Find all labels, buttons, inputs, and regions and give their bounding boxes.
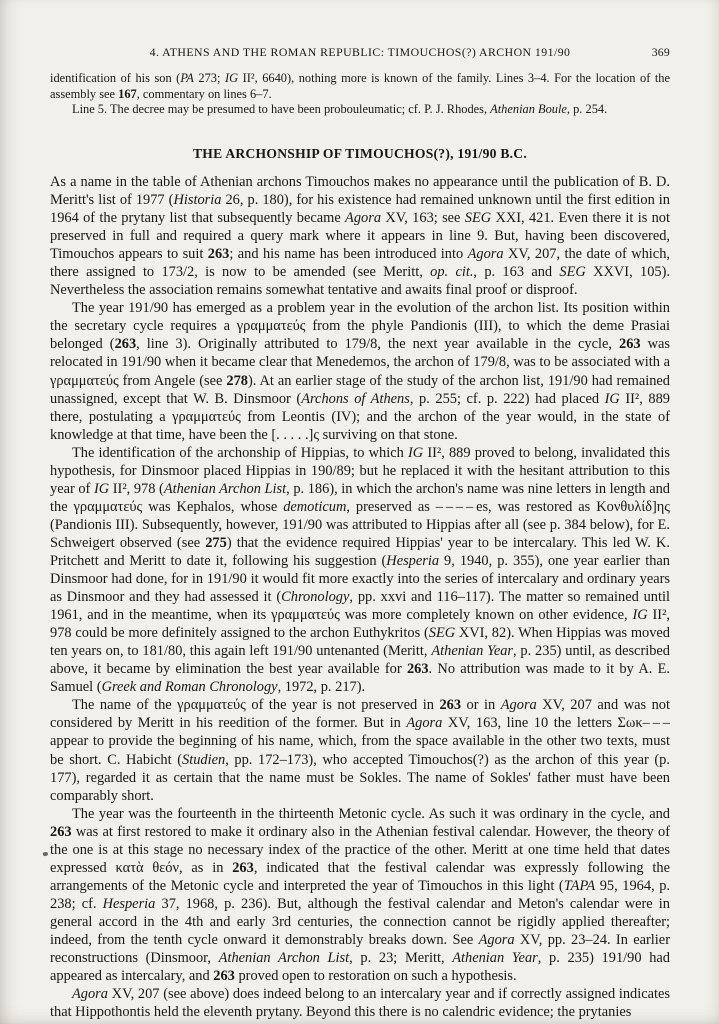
scan-speck — [43, 851, 49, 856]
paragraph-6: Agora XV, 207 (see above) does indeed belong to an intercalary year and if correctly assigned indicates that Hippothontis held the eleventh prytany. Beyond this there is no calendric evidence; the prytanies — [50, 986, 670, 1021]
body-text — [50, 173, 670, 1021]
running-head — [50, 45, 670, 60]
commentary-paragraph-2: Line 5. The decree may be presumed to have been probouleumatic; cf. P. J. Rhodes, Athenian Boule, p. 254. — [72, 102, 608, 117]
section-heading: THE ARCHONSHIP OF TIMOUCHOS(?), 191/90 B.C. — [192, 146, 527, 161]
paragraph-1: As a name in the table of Athenian archons Timouchos makes no appearance until the publication of B. D. Meritt's list of 1977 (Historia 26, p. 180), for his existence had remained unknown until the first edition in 1964 of the prytany list that subsequently became Agora XV, 163; see SEG XXI, 421. Even there it is not preserved in full and required a query mark where it appears in line 9. But, having been discovered, Timouchos appears to suit 263; and his name has been introduced into Agora XV, 207, the date of which, there assigned to 173/2, is now to be amended (see Meritt, op. cit., p. 163 and SEG XXVI, 105). Nevertheless the association remains somewhat tentative and awaits final proof or disproof. — [50, 174, 670, 299]
paragraph-2: The year 191/90 has emerged as a problem year in the evolution of the archon list. Its position within the secretary cycle requires a γραμματεύς from the phyle Pandionis (III), to which the deme Prasiai belonged (263, line 3). Originally attributed to 179/8, the next year available in the cycle, 263 was relocated in 191/90 when it became clear that Menedemos, the archon of 179/8, was to be associated with a γραμματεύς from Angele (see 278). At an earlier stage of the study of the archon list, 191/90 had remained unassigned, except that W. B. Dinsmoor (Archons of Athens, p. 255; cf. p. 222) had placed IG II², 889 there, postulating a γραμματεύς from Leontis (IV); and the archon of the year would, in the state of knowledge at that time, have been the [. . . . .]ς surviving on that stone. — [50, 300, 671, 443]
commentary-block — [50, 71, 670, 118]
running-head-title: 4. ATHENS AND THE ROMAN REPUBLIC: TIMOUCHOS(?) ARCHON 191/90 — [149, 45, 571, 59]
paragraph-5: The year was the fourteenth in the thirteenth Metonic cycle. As such it was ordinary in the cycle, and 263 was at first restored to make it ordinary also in the Athenian festival calendar. However, the theory of the one is at this stage no necessary index of the practice of the other. Meritt at one time held that dates expressed κατὰ θεόν, as in 263, indicated that the festival calendar was expressly following the arrangements of the Metonic cycle and interpreted the year of Timouchos in this light (TAPA 95, 1964, p. 238; cf. Hesperia 37, 1968, p. 236). But, although the festival calendar and Meton's calendar were in general accord in the 4th and early 3rd centuries, the connection cannot be rigidly applied thereafter; indeed, from the tenth cycle onward it demonstrably breaks down. See Agora XV, pp. 23–24. In earlier reconstructions (Dinsmoor, Athenian Archon List, p. 23; Meritt, Athenian Year, p. 235) 191/90 had appeared as intercalary, and 263 proved open to restoration on such a hypothesis. — [50, 805, 671, 985]
paragraph-4: The name of the γραμματεύς of the year is not preserved in 263 or in Agora XV, 207 and was not considered by Meritt in his reedition of the former. But in Agora XV, 163, line 10 the letters Σωκ– – – appear to provide the beginning of his name, which, from the space available in the other two texts, must be short. C. Habicht (Studien, pp. 172–173), who accepted Timouchos(?) as the archon of this year (p. 177), regarded it as certain that the name must be Sokles. The name of Sokles' father must have been comparably short. — [50, 697, 670, 804]
paragraph-3: The identification of the archonship of Hippias, to which IG II², 889 proved to belong, invalidated this hypothesis, for Dinsmoor placed Hippias in 190/89; but he replaced it with the hesitant attribution to this year of IG II², 978 (Athenian Archon List, p. 186), in which the archon's name was nine letters in length and the γραμματεύς was Kephalos, whose demoticum, preserved as – – – – es, was restored as Κονθυλίδ]ης (Pandionis III). Subsequently, however, 191/90 was attributed to Hippias after all (see p. 384 below), for E. Schweigert observed (see 275) that the evidence required Hippias' year to be intercalary. This led W. K. Pritchett and Meritt to date it, following his suggestion (Hesperia 9, 1940, p. 355), one year earlier than Dinsmoor had done, for in 191/90 it would fit more exactly into the series of intercalary and ordinary years as Dinsmoor and they had assessed it (Chronology, pp. xxvi and 116–117). The matter so remained until 1961, and in the meantime, when its γραμματεύς was more completely known on other evidence, IG II², 978 could be more definitely assigned to the archon Euthykritos (SEG XVI, 82). When Hippias was moved ten years on, to 181/80, this again left 191/90 untenanted (Meritt, Athenian Year, p. 235) until, as described above, it became by elimination the best year available for 263. No attribution was made to it by A. E. Samuel (Greek and Roman Chronology, 1972, p. 217). — [50, 444, 671, 696]
page-number: 369 — [651, 45, 670, 59]
commentary-paragraph-1: identification of his son (PA 273; IG II², 6640), nothing more is known of the family. Lines 3–4. For the location of the assembly see 167, commentary on lines 6–7. — [50, 71, 671, 101]
